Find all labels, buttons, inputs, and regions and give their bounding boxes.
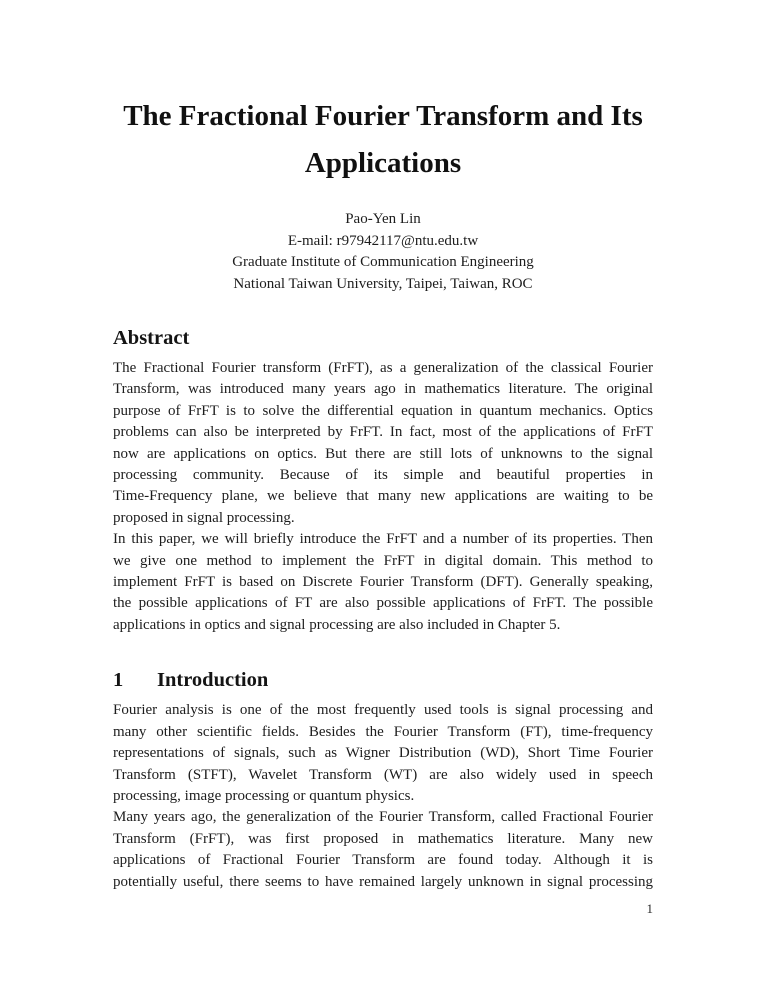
- section-number: 1: [113, 669, 124, 692]
- page-content: [113, 0, 653, 893]
- introduction-paragraph-2: [113, 807, 653, 893]
- section-heading-introduction: [113, 667, 653, 693]
- paper-title-line-1: The Fractional Fourier Transform and Its: [123, 100, 643, 132]
- text-line: applications in optics and signal processing are also included in Chapter 5.: [113, 616, 561, 633]
- author-affiliation-institute: Graduate Institute of Communication Engineering: [232, 254, 534, 270]
- introduction-body: [113, 700, 653, 893]
- text-line: Transform (FrFT), was first proposed in mathematics literature. Many new: [113, 830, 653, 847]
- text-line: potentially useful, there seems to have remained largely unknown in signal processing: [113, 873, 653, 890]
- text-line: proposed in signal processing.: [113, 509, 295, 526]
- text-line: many other scientific fields. Besides the Fourier Transform (FT), time-frequency: [113, 723, 653, 740]
- abstract-paragraph-2: [113, 529, 653, 636]
- section-title: Introduction: [157, 669, 269, 692]
- text-line: we give one method to implement the FrFT in digital domain. This method to: [113, 552, 653, 569]
- abstract-paragraph-1: [113, 358, 653, 529]
- text-line: Transform (STFT), Wavelet Transform (WT) are also widely used in speech: [113, 766, 653, 783]
- text-line: now are applications on optics. But there are still lots of unknowns to the signal: [113, 445, 653, 462]
- text-line: Transform, was introduced many years ago in mathematics literature. The original: [113, 381, 653, 398]
- abstract-heading: Abstract: [113, 327, 190, 349]
- paper-title-line-2: Applications: [304, 147, 462, 179]
- paper-title: [113, 0, 653, 187]
- text-line: In this paper, we will briefly introduce the FrFT and a number of its properties. Then: [113, 531, 653, 548]
- page-number: 1: [646, 901, 653, 916]
- text-line: processing community. Because of its simple and beautiful properties in: [113, 467, 653, 484]
- text-line: processing, image processing or quantum physics.: [113, 787, 415, 804]
- author-email: E-mail: r97942117@ntu.edu.tw: [287, 232, 479, 249]
- text-line: Time-Frequency plane, we believe that many new applications are waiting to be: [113, 488, 653, 505]
- text-line: problems can also be interpreted by FrFT. In fact, most of the applications of FrFT: [113, 424, 653, 441]
- abstract-body: [113, 358, 653, 636]
- text-line: Many years ago, the generalization of the Fourier Transform, called Fractional Fourier: [113, 809, 653, 826]
- text-line: representations of signals, such as Wigner Distribution (WD), Short Time Fourier: [113, 745, 653, 762]
- text-line: The Fractional Fourier transform (FrFT), as a generalization of the classical Fourier: [113, 360, 653, 376]
- text-line: implement FrFT is based on Discrete Fourier Transform (DFT). Generally speaking,: [113, 574, 653, 591]
- text-line: Fourier analysis is one of the most frequently used tools is signal processing and: [113, 702, 653, 719]
- author-name: Pao-Yen Lin: [345, 211, 421, 227]
- introduction-paragraph-1: [113, 700, 653, 807]
- author-affiliation-university: National Taiwan University, Taipei, Taiwan, ROC: [233, 275, 533, 292]
- text-line: applications of Fractional Fourier Transform are found today. Although it is: [113, 852, 653, 869]
- text-line: the possible applications of FT are also possible applications of FrFT. The possible: [113, 595, 653, 612]
- author-block: [113, 209, 653, 295]
- text-line: purpose of FrFT is to solve the differential equation in quantum mechanics. Optics: [113, 402, 653, 419]
